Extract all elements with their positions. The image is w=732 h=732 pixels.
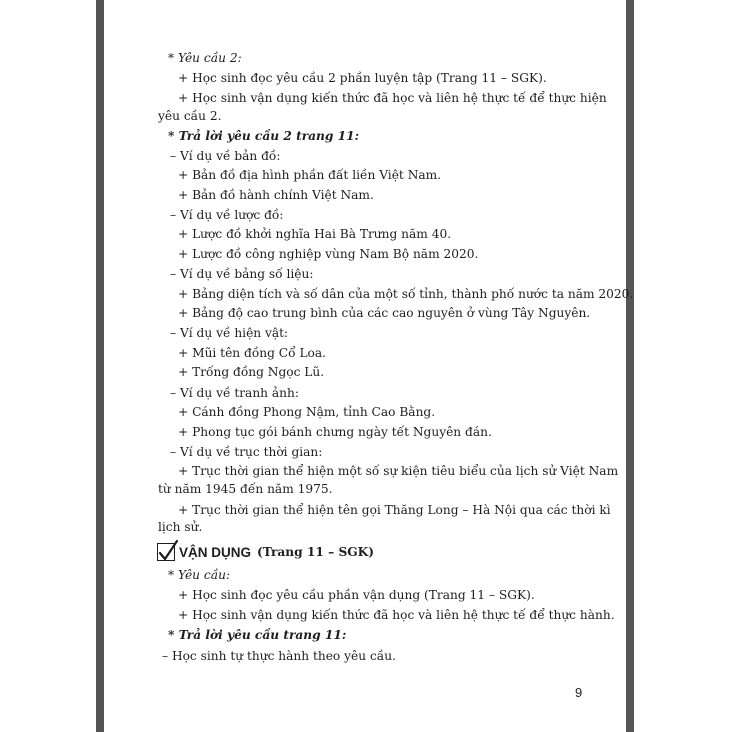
text-line: + Cánh đồng Phong Nậm, tỉnh Cao Bằng. — [178, 405, 436, 419]
text-line: + Mũi tên đồng Cổ Loa. — [178, 346, 327, 360]
text-line: + Bảng độ cao trung bình của các cao nguyên ở vùng Tây Nguyên. — [178, 306, 591, 320]
section-title: VẬN DỤNG — [179, 544, 252, 560]
text-line: * Yêu cầu 2: — [168, 51, 242, 65]
text-line: – Ví dụ về hiện vật: — [170, 326, 289, 340]
page-number: 9 — [575, 685, 583, 700]
text-line: + Phong tục gói bánh chưng ngày tết Nguyên đán. — [178, 425, 492, 439]
text-line: + Trống đồng Ngọc Lũ. — [178, 365, 325, 379]
text-line: + Học sinh vận dụng kiến thức đã học và liên hệ thực tế để thực hành. — [178, 608, 615, 622]
section-subtitle: (Trang 11 – SGK) — [257, 545, 375, 559]
text-line: + Học sinh vận dụng kiến thức đã học và liên hệ thực tế để thực hiện — [178, 91, 607, 105]
text-line: + Học sinh đọc yêu cầu 2 phần luyện tập (Trang 11 – SGK). — [178, 71, 547, 85]
text-line: + Trục thời gian thể hiện tên gọi Thăng Long – Hà Nội qua các thời kì — [178, 503, 611, 517]
text-line: lịch sử. — [158, 520, 203, 534]
text-line: * Yêu cầu: — [168, 568, 231, 582]
text-line: – Ví dụ về lược đồ: — [170, 208, 284, 222]
text-line: + Bản đồ hành chính Việt Nam. — [178, 188, 374, 202]
text-line: + Học sinh đọc yêu cầu phần vận dụng (Trang 11 – SGK). — [178, 588, 535, 602]
text-line: + Lược đồ khởi nghĩa Hai Bà Trưng năm 40. — [178, 227, 452, 241]
text-line: * Trả lời yêu cầu trang 11: — [168, 628, 347, 642]
text-line: – Ví dụ về bản đồ: — [170, 149, 281, 163]
text-line: từ năm 1945 đến năm 1975. — [158, 482, 333, 496]
section-heading — [157, 539, 374, 565]
text-line: * Trả lời yêu cầu 2 trang 11: — [168, 129, 360, 143]
text-line: – Học sinh tự thực hành theo yêu cầu. — [162, 649, 396, 663]
text-line: + Bản đồ địa hình phần đất liền Việt Nam. — [178, 168, 442, 182]
text-line: + Trục thời gian thể hiện một số sự kiện tiêu biểu của lịch sử Việt Nam — [178, 464, 619, 478]
text-line: – Ví dụ về bảng số liệu: — [170, 267, 314, 281]
checkmark-box-icon — [157, 543, 175, 561]
text-line: yêu cầu 2. — [158, 109, 222, 123]
text-line: – Ví dụ về trục thời gian: — [170, 445, 323, 459]
text-line: + Lược đồ công nghiệp vùng Nam Bộ năm 2020. — [178, 247, 479, 261]
text-line: – Ví dụ về tranh ảnh: — [170, 386, 299, 400]
text-line: + Bảng diện tích và số dân của một số tỉnh, thành phố nước ta năm 2020. — [178, 287, 634, 301]
